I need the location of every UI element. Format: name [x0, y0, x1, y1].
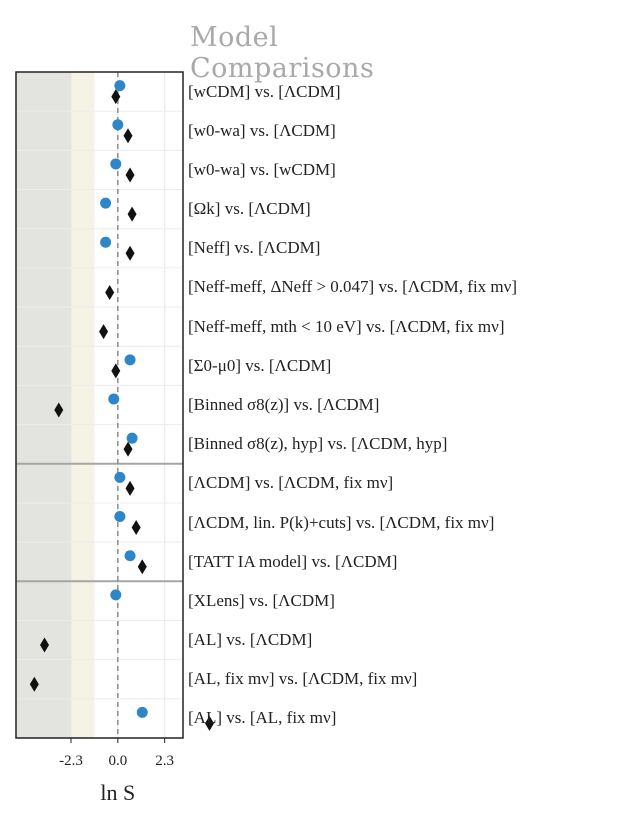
row-label-3: [Ωk] vs. [ΛCDM] — [188, 199, 311, 219]
row-label-6: [Neff-meff, mth < 10 eV] vs. [ΛCDM, fix mν] — [188, 316, 505, 336]
blue-point-8 — [108, 394, 119, 405]
row-label-0: [wCDM] vs. [ΛCDM] — [188, 81, 341, 101]
row-label-2: [w0-wa] vs. [wCDM] — [188, 159, 336, 179]
row-label-10: [ΛCDM] vs. [ΛCDM, fix mν] — [188, 473, 394, 493]
row-label-4: [Neff] vs. [ΛCDM] — [188, 238, 321, 258]
black-diamond-5 — [105, 285, 114, 300]
x-tick-label-0: -2.3 — [59, 753, 83, 769]
blue-point-4 — [100, 237, 111, 248]
blue-point-13 — [110, 589, 121, 600]
row-label-16: [AL] vs. [AL, fix mν] — [188, 708, 337, 728]
black-diamond-0 — [111, 89, 120, 104]
shaded-band-0 — [16, 72, 71, 738]
row-label-13: [XLens] vs. [ΛCDM] — [188, 590, 335, 610]
black-diamond-3 — [128, 207, 137, 222]
blue-point-9 — [127, 433, 138, 444]
black-diamond-9 — [124, 442, 133, 457]
black-diamond-10 — [126, 481, 135, 496]
row-label-12: [TATT IA model] vs. [ΛCDM] — [188, 551, 398, 571]
blue-point-3 — [100, 198, 111, 209]
black-diamond-4 — [126, 246, 135, 261]
x-axis-label: ln S — [100, 780, 136, 805]
blue-point-12 — [125, 550, 136, 561]
x-tick-label-2: 2.3 — [155, 753, 175, 769]
shaded-band-1 — [71, 72, 94, 738]
row-label-8: [Binned σ8(z)] vs. [ΛCDM] — [188, 395, 380, 414]
blue-point-16 — [137, 707, 148, 718]
blue-point-11 — [114, 511, 125, 522]
row-label-7: [Σ0-μ0] vs. [ΛCDM] — [188, 355, 332, 375]
blue-point-7 — [125, 354, 136, 365]
x-axis-ticks — [59, 738, 174, 769]
row-label-15: [AL, fix mν] vs. [ΛCDM, fix mν] — [188, 669, 418, 689]
black-diamond-1 — [124, 128, 133, 143]
x-tick-label-1: 0.0 — [108, 753, 128, 769]
blue-point-10 — [114, 472, 125, 483]
black-diamond-12 — [138, 559, 147, 574]
row-label-14: [AL] vs. [ΛCDM] — [188, 630, 313, 650]
row-label-1: [w0-wa] vs. [ΛCDM] — [188, 120, 336, 140]
black-diamond-7 — [111, 363, 120, 378]
row-labels — [188, 72, 628, 738]
black-diamond-11 — [132, 520, 141, 535]
row-label-11: [ΛCDM, lin. P(k)+cuts] vs. [ΛCDM, fix mν] — [188, 512, 495, 532]
blue-point-0 — [114, 80, 125, 91]
chart-title: Model Comparisons — [190, 22, 375, 84]
blue-point-2 — [110, 158, 121, 169]
row-label-9: [Binned σ8(z), hyp] vs. [ΛCDM, hyp] — [188, 434, 448, 454]
row-label-5: [Neff-meff, ΔNeff > 0.047] vs. [ΛCDM, fix mν] — [188, 277, 518, 297]
black-diamond-6 — [99, 324, 108, 339]
blue-point-1 — [112, 119, 123, 130]
black-diamond-2 — [126, 167, 135, 182]
shaded-bands — [16, 72, 94, 738]
